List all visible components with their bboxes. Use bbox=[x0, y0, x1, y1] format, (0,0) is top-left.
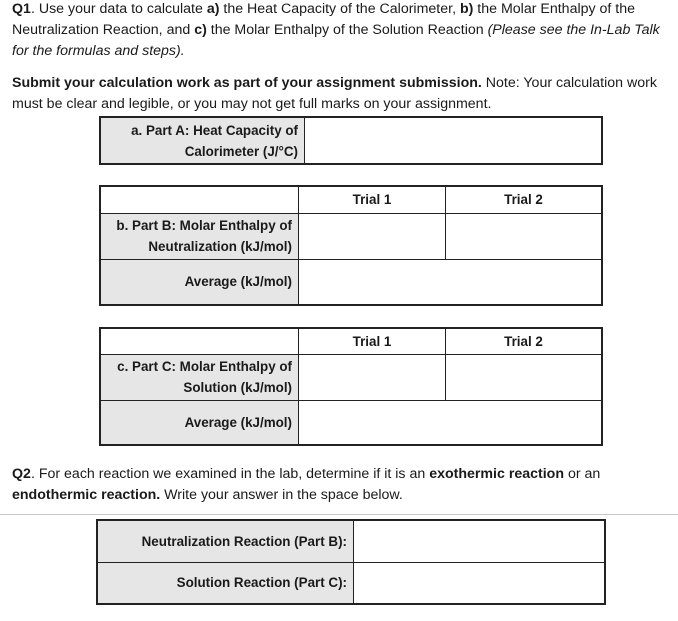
q1-text-2: the Heat Capacity of the Calorimeter, bbox=[219, 1, 460, 17]
part-c-trial2-header: Trial 2 bbox=[446, 328, 603, 354]
part-b-trial2-header: Trial 2 bbox=[446, 186, 603, 213]
part-b-table bbox=[99, 185, 603, 306]
part-b-header-blank bbox=[100, 186, 299, 213]
part-c-trial1-cell[interactable] bbox=[299, 354, 446, 400]
q1-text-1: . Use your data to calculate bbox=[30, 1, 207, 17]
q2-text-2: or an bbox=[564, 466, 601, 482]
submission-instructions-note: Note: Your calculation work must be clear and legible, or you may not get full marks on your assignment. bbox=[12, 75, 657, 112]
part-c-label-line2: Solution (kJ/mol) bbox=[183, 380, 292, 395]
q2-answer-table bbox=[96, 519, 606, 605]
solution-reaction-label: Solution Reaction (Part C): bbox=[97, 562, 354, 604]
q1-note: (Please see the In-Lab Talk for the formulas and steps). bbox=[12, 22, 660, 59]
part-b-trial1-header: Trial 1 bbox=[299, 186, 446, 213]
q2-exothermic: exothermic reaction bbox=[429, 466, 565, 482]
part-c-average-label: Average (kJ/mol) bbox=[100, 400, 299, 445]
q2-endothermic: endothermic reaction. bbox=[12, 487, 161, 503]
part-c-trial1-header: Trial 1 bbox=[299, 328, 446, 354]
part-c-label bbox=[100, 354, 299, 400]
q1-text-4: the Molar Enthalpy of the Solution Reaction bbox=[206, 22, 488, 38]
part-c-table bbox=[99, 327, 603, 446]
part-c-trial2-cell[interactable] bbox=[446, 354, 603, 400]
part-b-label-line1: b. Part B: Molar Enthalpy of bbox=[116, 218, 292, 233]
part-c-label-line1: c. Part C: Molar Enthalpy of bbox=[117, 359, 292, 374]
q1-part-c-marker: c) bbox=[194, 22, 207, 38]
part-a-label bbox=[100, 117, 305, 164]
part-b-average-label: Average (kJ/mol) bbox=[100, 259, 299, 305]
neutralization-reaction-answer-cell[interactable] bbox=[354, 520, 606, 562]
divider bbox=[0, 514, 678, 515]
question-1 bbox=[12, 0, 676, 62]
q2-text-1: . For each reaction we examined in the lab, determine if it is an bbox=[30, 466, 430, 482]
part-a-answer-cell[interactable] bbox=[305, 117, 603, 164]
solution-reaction-answer-cell[interactable] bbox=[354, 562, 606, 604]
part-c-header-blank bbox=[100, 328, 299, 354]
part-b-average-cell[interactable] bbox=[299, 259, 603, 305]
part-b-label-line2: Neutralization (kJ/mol) bbox=[148, 239, 292, 254]
q1-part-a-marker: a) bbox=[206, 1, 220, 17]
q2-label: Q2 bbox=[12, 466, 31, 482]
part-a-label-line1: a. Part A: Heat Capacity of bbox=[131, 122, 298, 138]
neutralization-reaction-label: Neutralization Reaction (Part B): bbox=[97, 520, 354, 562]
q2-text-3: Write your answer in the space below. bbox=[160, 487, 403, 503]
part-a-table bbox=[99, 116, 603, 165]
submission-instructions bbox=[12, 73, 676, 115]
part-b-label bbox=[100, 213, 299, 259]
part-b-trial2-cell[interactable] bbox=[446, 213, 603, 259]
q1-label: Q1 bbox=[12, 1, 31, 17]
part-b-trial1-cell[interactable] bbox=[299, 213, 446, 259]
question-2 bbox=[12, 464, 676, 506]
part-a-label-line2: Calorimeter (J/°C) bbox=[184, 143, 298, 159]
q1-text-3: the Molar Enthalpy of the Neutralization Reaction, and bbox=[12, 1, 636, 38]
q1-part-b-marker: b) bbox=[459, 1, 474, 17]
part-c-average-cell[interactable] bbox=[299, 400, 603, 445]
submission-instructions-bold: Submit your calculation work as part of your assignment submission. bbox=[12, 75, 482, 91]
